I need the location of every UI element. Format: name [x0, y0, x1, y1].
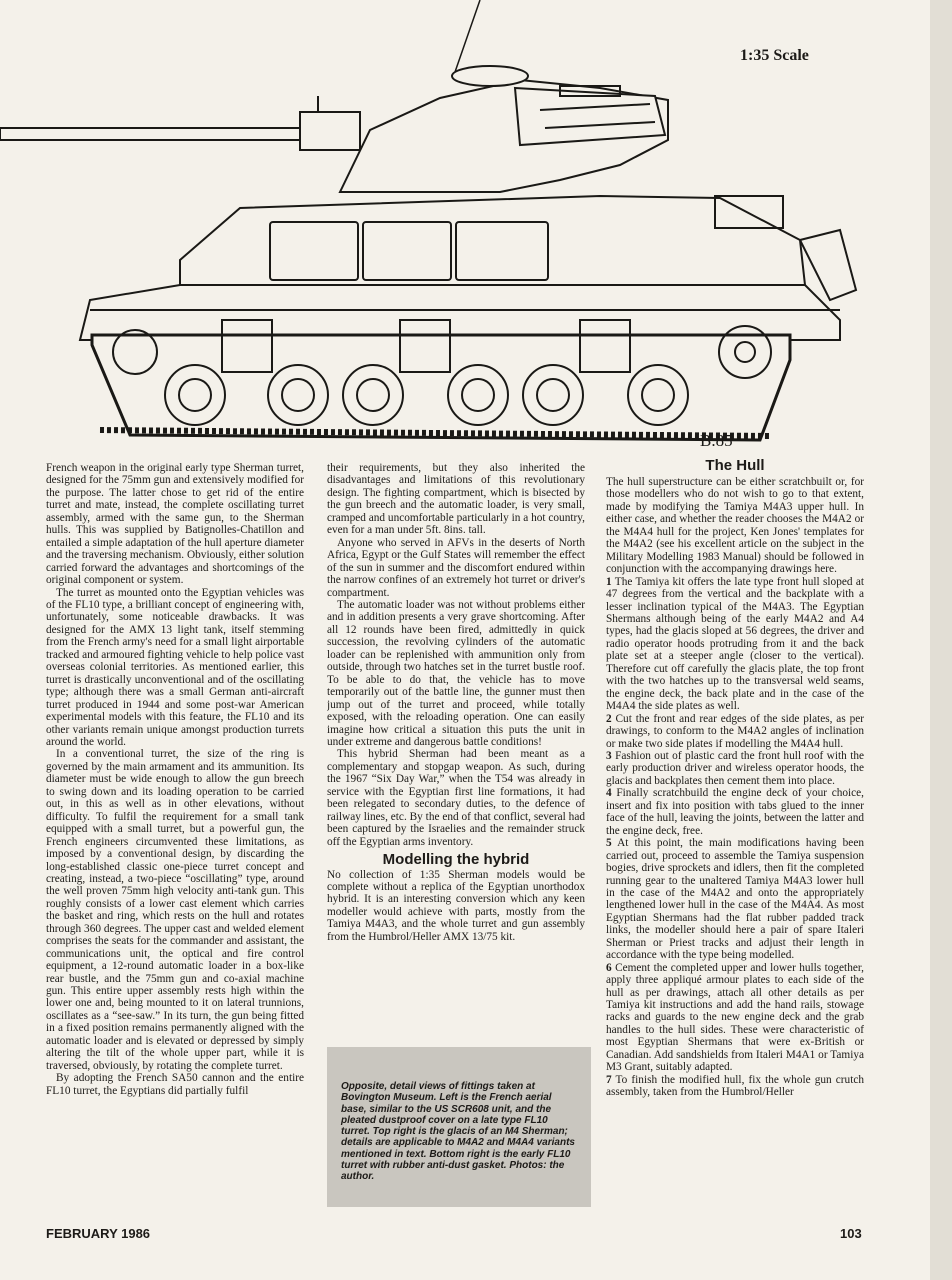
issue-date: FEBRUARY 1986 [46, 1226, 151, 1241]
paragraph: The turret as mounted onto the Egyptian vehicles was of the FL10 type, a brilliant concept of engineering with, unfortunately, some noticeable drawbacks. It was designed for the AMX 13 light tank, itself stemming from the French army's need for a small light airportable tracked and armoured fighting vehicle to help police vast overseas colonial territories. As mentioned earlier, this turret is drastically unconventional and of the oscillating type; although there was a small German anti-aircraft turret produced in 1944 and some post-war American experimental models with this feature, the FL10 and its other variants remain unique amongst production turrets around the world. [46, 586, 304, 748]
text-column-left [46, 462, 304, 1207]
step-item [606, 750, 864, 787]
step-text: The Tamiya kit offers the late type front hull sloped at 47 degrees from the vertical and the backplate with a lesser inclination typical of the M4A3. The Egyptian Shermans although being of the early M4A2 and A4 types, had the glacis sloped at 56 degrees, the driver and radio operator hoods protruding from it and the back plate set at a steeper angle (closer to the vertical). Therefore cut off carefully the glacis plate, the top front with the two hatches up to the transversal weld seams, the engine deck, the back plate and in the case of the M4A4 the side plates as well. [606, 575, 864, 713]
step-number: 4 [606, 787, 612, 800]
step-number: 2 [606, 712, 612, 725]
paragraph: their requirements, but they also inherited the disadvantages and limitations of this revolutionary design. The fighting compartment, which is bisected by the gun breech and the automatic loader, is very small, cramped and uncomfortable particularly in a hot country, even for a man under 5ft. 8ins. tall. [327, 462, 585, 537]
step-number: 5 [606, 837, 612, 850]
step-text: Cut the front and rear edges of the side plates, as per drawings, to conform to the M4A2 angles of inclination or make two side plates if modelling the M4A4 hull. [606, 712, 864, 750]
step-item [606, 787, 864, 837]
step-item [606, 962, 864, 1074]
paragraph: In a conventional turret, the size of the ring is governed by the main armament and its ammunition. Its diameter must be wide enough to allow the gun breech to swing down and its loading operation to be carried out, in this as well as in other elevations, without difficulty. To fulfil the requirement for a small tank equipped with a small turret, but a powerful gun, the French engineers circumvented these limitations, as imposed by a conventional design, by discarding the long-established classic one-piece turret concept and creating, instead, a two-piece “oscillating” type, around the well proven 75mm high velocity anti-tank gun. This roughly consists of a lower cast element which carries the basket and ring, which rests on the hull and rotates through 360 degrees. The upper cast and welded element comprises the seats for the commander and assistant, the communications unit, the optical and fire control equipment, a 12-round automatic loader in a box-like rear bustle, and the 75mm gun and co-axial machine gun. This entire upper assembly rests high within the lower one and, being mounted to it on lateral trunnions, oscillates as a “see-saw.” In its turn, the gun being fitted in a fixed position remains permanently aligned with the automatic loader and is elevated or depressed by simply altering the tilt of the whole upper part, while it is traversed, obviously, by rotating the complete turret. [46, 748, 304, 1072]
paragraph: Anyone who served in AFVs in the deserts of North Africa, Egypt or the Gulf States will remember the effect of the sun in summer and the discomfort endured within the narrow confines of an extremely hot turret or driver's compartment. [327, 536, 585, 599]
step-item [606, 837, 864, 962]
step-item [606, 576, 864, 713]
step-item [606, 713, 864, 750]
section-heading-modelling: Modelling the hybrid [382, 851, 530, 869]
artist-signature: B.85 [700, 431, 733, 450]
text-column-right [606, 476, 864, 1228]
photo-caption-box: Opposite, detail views of fittings taken at Bovington Museum. Left is the French aerial base, similar to the US SCR608 unit, and the pleated dustproof cover on a late type FL10 turret. Top right is the glacis of an M4 Sherman; details are applicable to M4A2 and M4A4 variants mentioned in text. Bottom right is the early FL10 turret with rubber anti-dust gasket. Photos: the author. [327, 1047, 591, 1207]
scale-label: 1:35 Scale [740, 47, 809, 64]
step-text: Cement the completed upper and lower hulls together, apply three appliqué armour plates to each side of the hull as per drawings, attach all other details as per Tamiya kit instructions and add the hand rails, stowage racks and guards to the new engine deck and the grab handles to the hull sides. These were characteristic of most Egyptian Shermans that were ex-British or Canadian. Add sandshields from Italeri M4A1 or Tamiya M3 Grant, suitably adapted. [606, 961, 864, 1074]
step-item [606, 1074, 864, 1099]
paragraph: French weapon in the original early type Sherman turret, designed for the 75mm gun and extensively modified for the purpose. The latter chose to get rid of the entire turret and mate, instead, the complete oscillating turret assembly, armed with the same gun, to the Sherman hulls. This was supplied by Batignolles-Chatillon and entailed a simple adaptation of the hull aperture diameter and the traversing mechanism. Obviously, either solution carried forward the advantages and shortcomings of the original component or system. [46, 462, 304, 587]
paragraph: By adopting the French SA50 cannon and the entire FL10 turret, the Egyptians did partially fulfil [46, 1072, 304, 1097]
step-number: 3 [606, 749, 612, 762]
step-text: Fashion out of plastic card the front hull roof with the early production driver and wireless operator hoods, the glacis and backplates then cement them into place. [606, 749, 864, 787]
paragraph: The automatic loader was not without problems either and in addition presents a very grave shortcoming. After all 12 rounds have been fired, admittedly in quick succession, the revolving cylinders of the automatic loader can be replenished with ammunition only from outside, through two hatches set in the turret bustle roof. To be able to do that, the vehicle has to move temporarily out of the battle line, the gunner must then jump out of the turret and proceed, while totally exposed, with the reloading operation. One can easily imagine how critical a situation this puts the unit in under extreme and dangerous battle conditions! [327, 598, 585, 748]
step-number: 6 [606, 961, 612, 974]
paragraph: No collection of 1:35 Sherman models would be complete without a replica of the Egyptian unorthodox hybrid. It is an interesting conversion which any keen modeller would achieve with parts, mostly from the Tamiya M4A3, and the whole turret and gun assembly from the Humbrol/Heller AMX 13/75 kit. [327, 868, 585, 943]
step-text: Finally scratchbuild the engine deck of your choice, insert and fix into position with tabs glued to the inner face of the hull, leaving the joints, between the latter and the engine deck, free. [606, 787, 864, 837]
step-number: 7 [606, 1073, 612, 1086]
tank-side-view-drawing [0, 0, 930, 460]
section-heading-hull: The Hull [705, 457, 765, 474]
step-text: To finish the modified hull, fix the whole gun crutch assembly, taken from the Humbrol/Heller [606, 1073, 864, 1099]
step-text: At this point, the main modifications having been carried out, proceed to assemble the Tamiya suspension bogies, drive sprockets and idlers, then fit the completed running gear to the unaltered Tamiya M4A3 lower hull in the case of the M4A2 and onto the appropriately lengthened lower hull in the case of the M4A4. As most Egyptian Shermans had the flat rubber padded track links, the modeller should here a pair of spare Italeri Sherman or Priest tracks and adjust their length in accordance with the type being modelled. [606, 837, 864, 962]
page-edge [930, 0, 952, 1280]
text-column-middle [327, 462, 585, 1027]
paragraph: This hybrid Sherman had been meant as a complementary and stopgap weapon. As such, during the 1967 “Six Day War,” when the T54 was already in service with the Egyptian first line formations, it had been relegated to secondary duties, to the defence of railway lines, etc. By the end of that conflict, several had been captured by the Israelies and the remainder struck off the Egyptian arms inventory. [327, 748, 585, 848]
step-number: 1 [606, 575, 612, 588]
paragraph: The hull superstructure can be either scratchbuilt or, for those modellers who do not wish to go to that extent, made by modifying the Tamiya M4A3 upper hull. In either case, and whether the reader chooses the M4A2 or the M4A4 hull for the project, Ken Jones' templates for the M4A2 (see his excellent article on the subject in the Military Modelling 1983 Manual) should be followed in conjunction with the accompanying drawings here. [606, 476, 864, 576]
page-number: 103 [840, 1226, 862, 1241]
